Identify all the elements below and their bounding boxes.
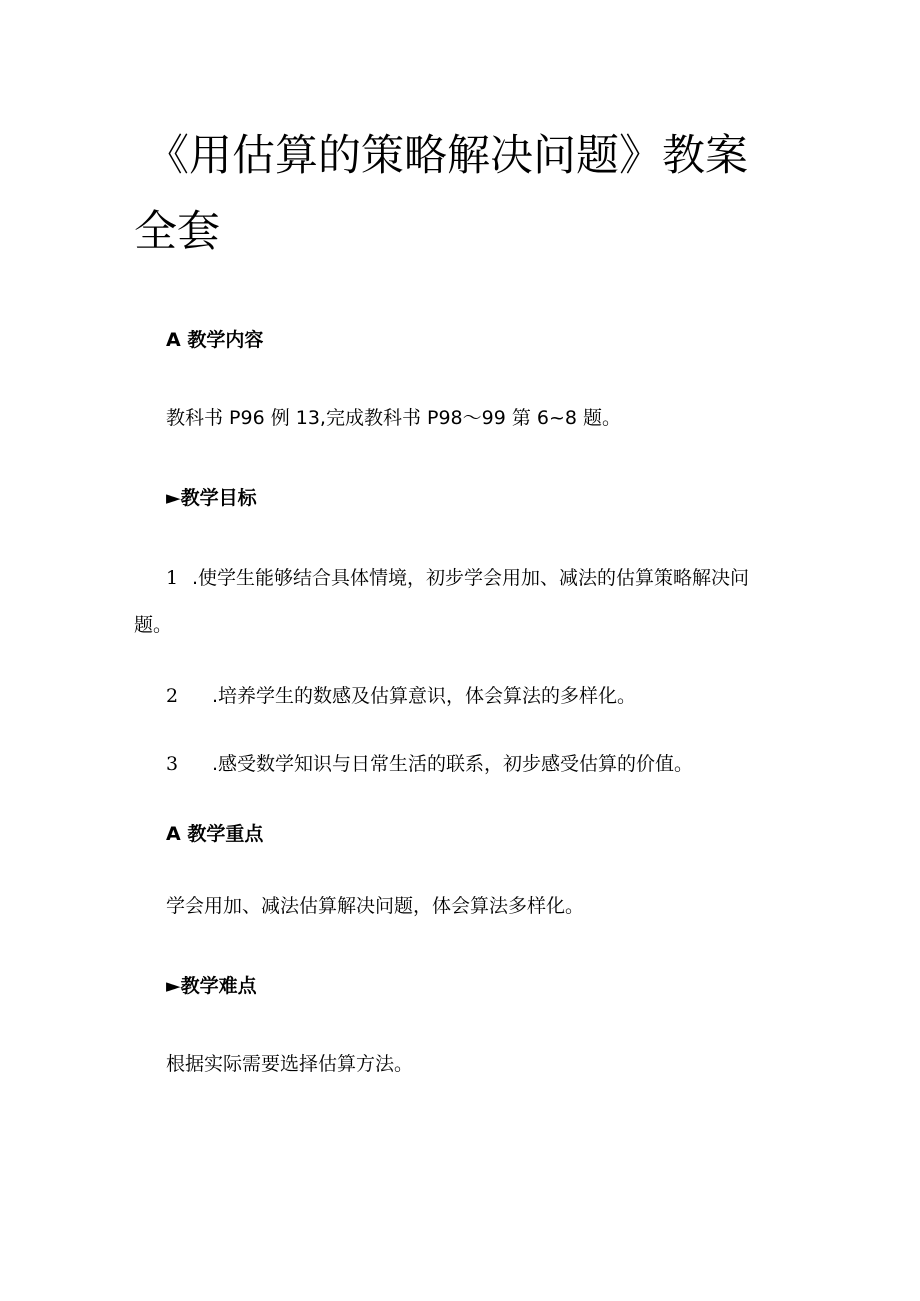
objective-text: .感受数学知识与日常生活的联系，初步感受估算的价值。 bbox=[212, 753, 694, 775]
objective-number: 2 bbox=[166, 685, 179, 707]
objective-text: .使学生能够结合具体情境，初步学会用加、减法的估算策略解决问 bbox=[192, 567, 750, 589]
section-body-key-points: 学会用加、减法估算解决问题，体会算法多样化。 bbox=[166, 895, 585, 917]
objective-item-2 bbox=[166, 684, 636, 708]
section-heading-key-points: A 教学重点 bbox=[166, 823, 264, 845]
objective-number: 1 bbox=[166, 567, 179, 589]
objective-item-3 bbox=[166, 752, 693, 776]
objective-item-1-continuation: 题。 bbox=[134, 614, 173, 636]
document-title: 《用估算的策略解决问题》教案全套 bbox=[134, 131, 748, 257]
objective-item-1 bbox=[166, 566, 749, 590]
objective-text: .培养学生的数感及估算意识，体会算法的多样化。 bbox=[212, 685, 637, 707]
objective-number: 3 bbox=[166, 753, 179, 775]
section-heading-difficulties: ►教学难点 bbox=[166, 975, 257, 997]
section-body-content: 教科书 P96 例 13,完成教科书 P98～99 第 6~8 题。 bbox=[166, 407, 622, 429]
section-heading-objectives: ►教学目标 bbox=[166, 487, 257, 509]
section-body-difficulties: 根据实际需要选择估算方法。 bbox=[166, 1053, 414, 1075]
section-heading-content: A 教学内容 bbox=[166, 329, 264, 351]
